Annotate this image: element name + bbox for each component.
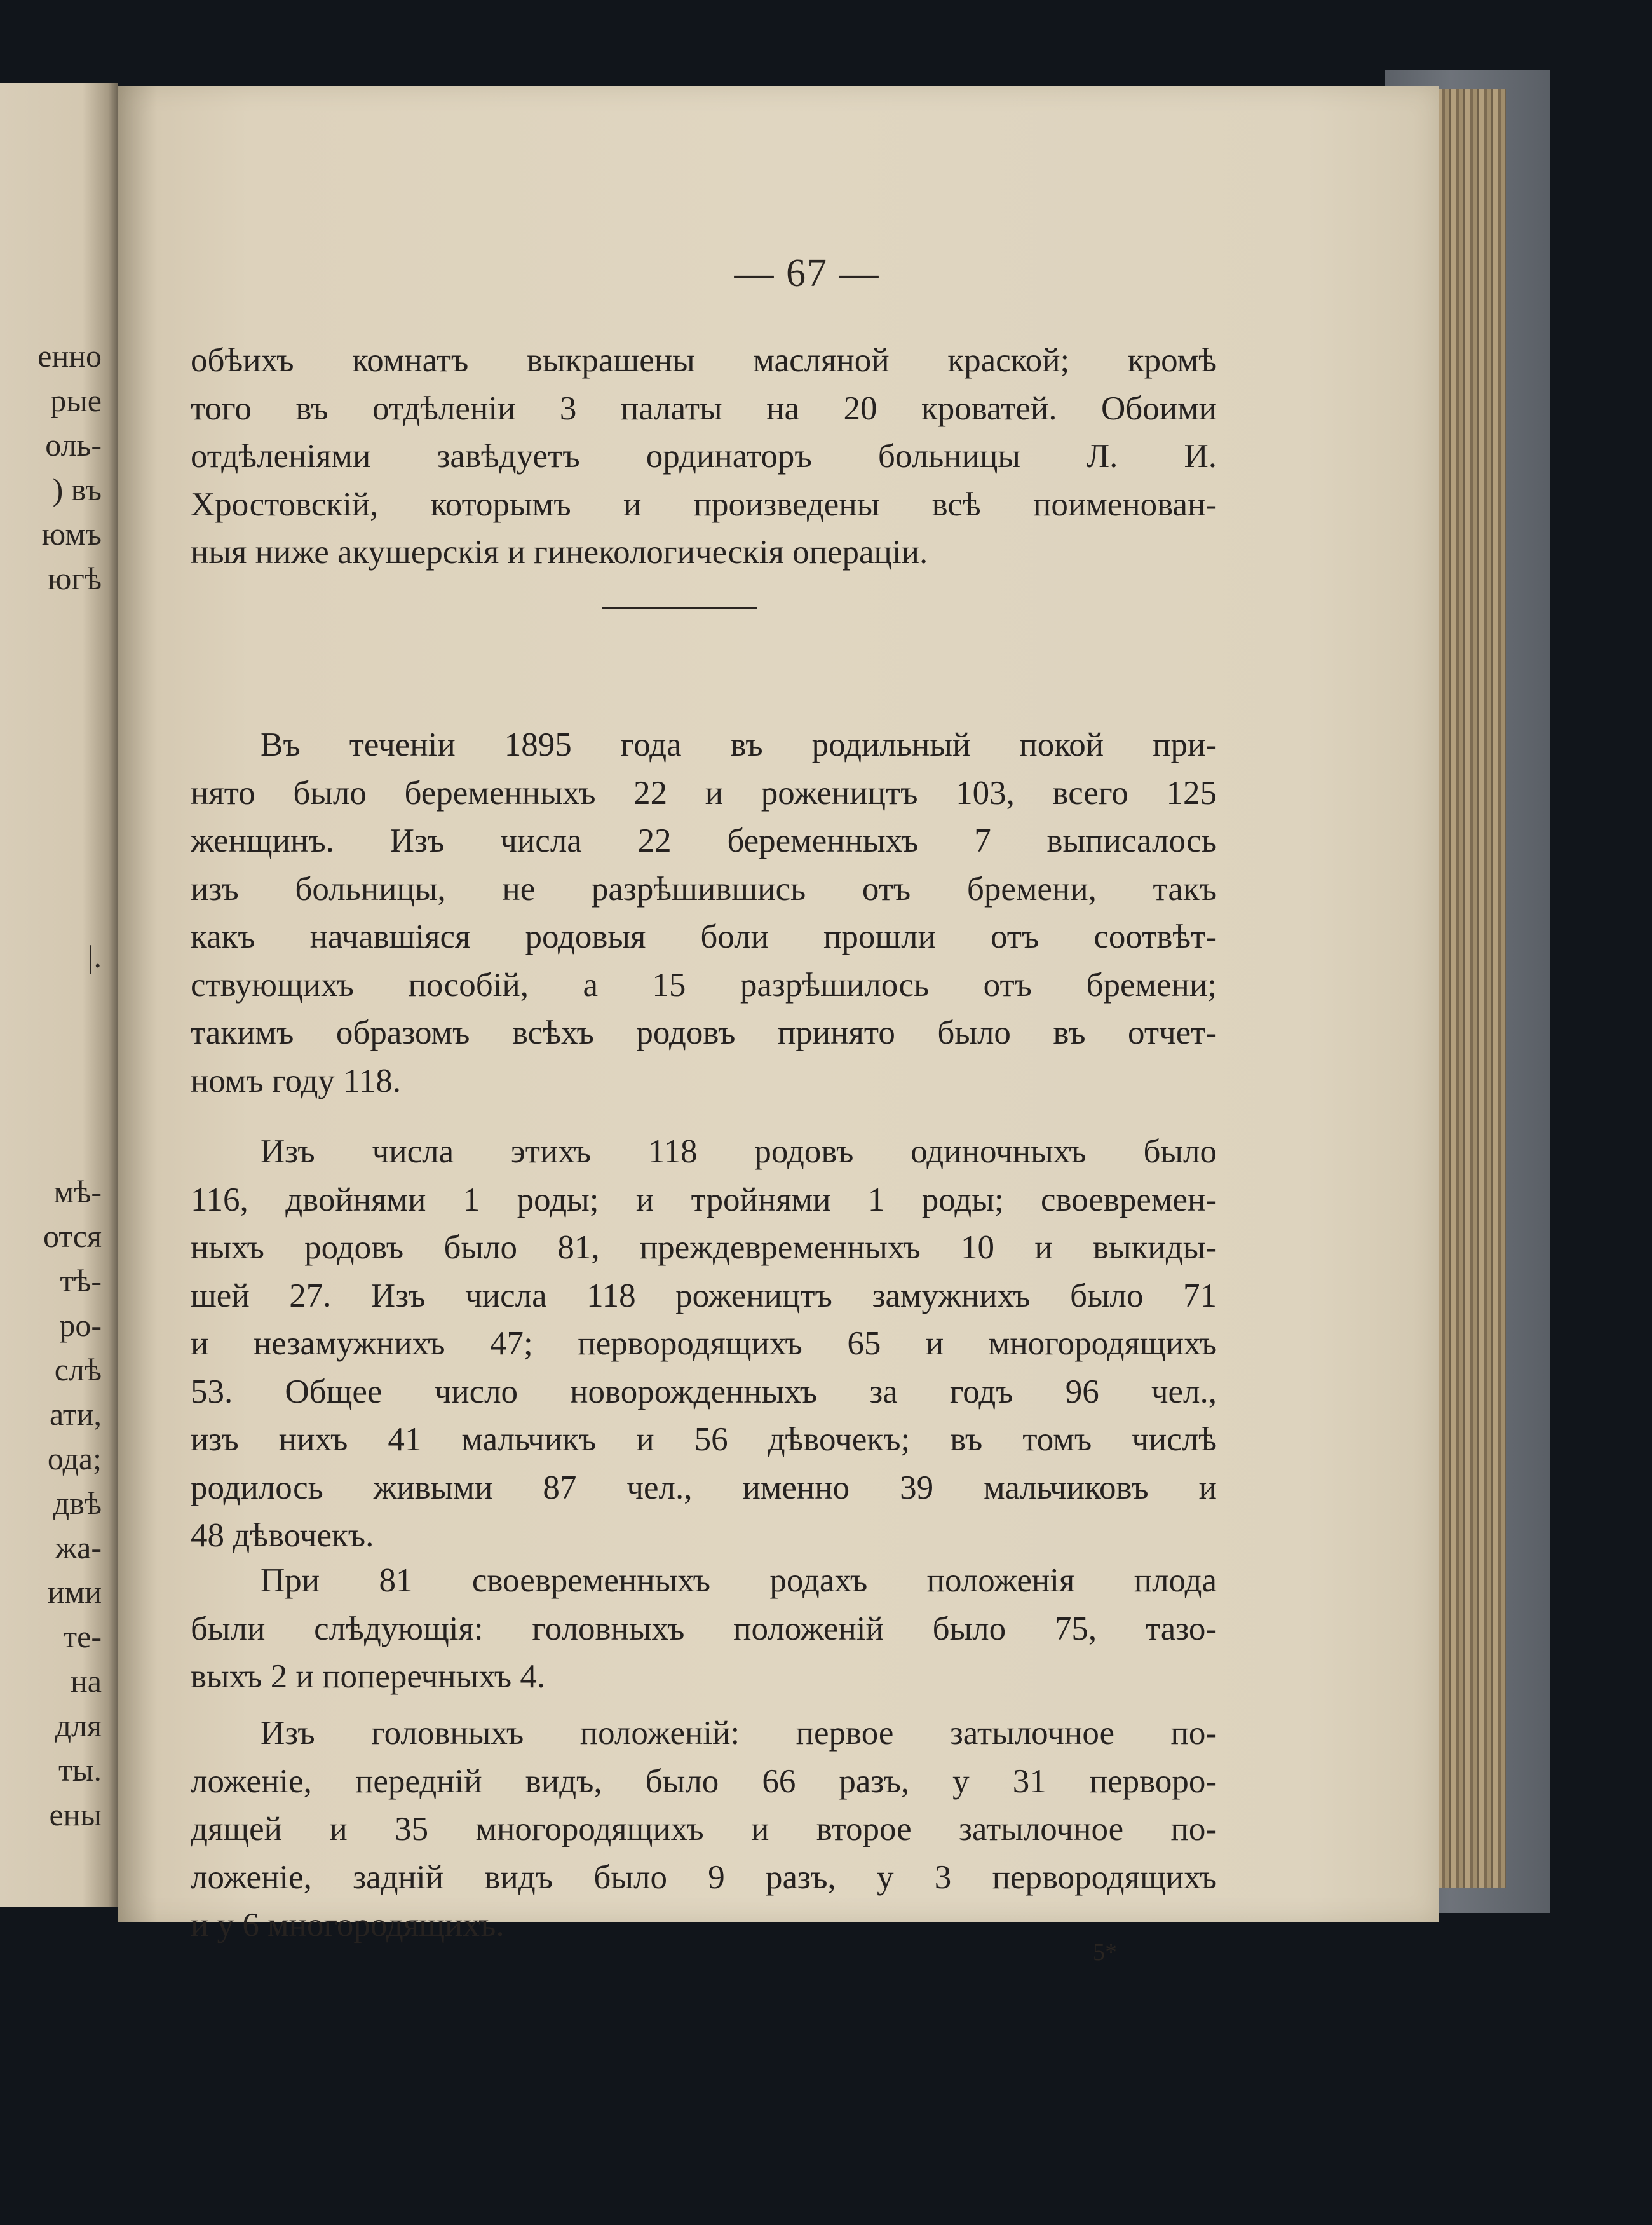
left-page-text-fragment: енно (37, 338, 102, 374)
text-line: нято было беременныхъ 22 и рожеництъ 103, всего 125 (191, 774, 1217, 812)
left-page-text-fragment: для (55, 1708, 102, 1743)
text-line: выхъ 2 и поперечныхъ 4. (191, 1658, 546, 1695)
text-line: женщинъ. Изъ числа 22 беременныхъ 7 выписалось (191, 822, 1217, 859)
text-line: изъ нихъ 41 мальчикъ и 56 дѣвочекъ; въ томъ числѣ (191, 1421, 1217, 1458)
paragraph-continuation (191, 337, 1217, 577)
paragraph-head-positions (191, 1710, 1217, 1950)
text-line: были слѣдующія: головныхъ положеній было 75, тазо- (191, 1610, 1217, 1647)
section-divider (602, 607, 757, 609)
left-page-text-fragment: |. (87, 939, 102, 974)
text-line: ныхъ родовъ было 81, преждевременныхъ 10 и выкиды- (191, 1229, 1217, 1266)
text-line: 48 дѣвочекъ. (191, 1517, 374, 1554)
text-line: и у 6 многородящихъ. (191, 1907, 504, 1943)
text-line: 53. Общее число новорожденныхъ за годъ 96 чел., (191, 1373, 1217, 1410)
left-page-text-fragment: ими (47, 1574, 102, 1610)
left-page-text-fragment: двѣ (53, 1485, 102, 1521)
left-page-text-fragment: мѣ- (53, 1174, 102, 1209)
text-line: номъ году 118. (191, 1062, 401, 1099)
text-line: того въ отдѣленіи 3 палаты на 20 кроватей. Обоими (191, 390, 1217, 427)
text-line: ложеніе, задній видъ было 9 разъ, у 3 первородящихъ (191, 1858, 1217, 1896)
left-page-text-fragment: ати, (49, 1396, 102, 1432)
left-page-text-fragment: югѣ (47, 561, 102, 596)
left-page-text-fragment: те- (63, 1619, 102, 1654)
paragraph-births-count (191, 1128, 1217, 1560)
text-line: 116, двойнями 1 роды; и тройнями 1 роды; своевремен- (191, 1181, 1217, 1218)
left-page-text-fragment: слѣ (54, 1352, 102, 1387)
paragraph-fetal-positions (191, 1557, 1217, 1701)
text-line: ствующихъ пособій, а 15 разрѣшилось отъ бремени; (191, 966, 1217, 1004)
left-page-text-fragment: тѣ- (60, 1263, 102, 1298)
paragraph-1895-admissions (191, 721, 1217, 1105)
signature-mark: 5* (1093, 1939, 1117, 1966)
text-line: дящей и 35 многородящихъ и второе затылочное по- (191, 1811, 1217, 1847)
left-page-text-fragment: ) въ (52, 472, 102, 507)
left-page-text-fragment: отся (43, 1218, 102, 1254)
left-facing-page (0, 83, 118, 1907)
left-page-text-fragment: ты. (58, 1752, 102, 1788)
text-line: ныя ниже акушерскія и гинекологическія операціи. (191, 534, 928, 571)
left-page-text-fragment: ода; (47, 1441, 102, 1476)
text-line: Хростовскій, которымъ и произведены всѣ поименован- (191, 486, 1217, 523)
text-line: изъ больницы, не разрѣшившись отъ бремени, такъ (191, 870, 1217, 908)
text-line: родилось живыми 87 чел., именно 39 мальчиковъ и (191, 1469, 1217, 1506)
left-page-text-fragment: ены (49, 1797, 102, 1832)
text-line: Въ теченіи 1895 года въ родильный покой при- (261, 726, 1217, 763)
page-number: — 67 — (734, 252, 880, 295)
text-line: При 81 своевременныхъ родахъ положенія плода (261, 1562, 1217, 1599)
text-line: Изъ головныхъ положеній: первое затылочное по- (261, 1715, 1217, 1752)
text-line: ложеніе, передній видъ, было 66 разъ, у 31 перворо- (191, 1762, 1217, 1800)
text-line: Изъ числа этихъ 118 родовъ одиночныхъ было (261, 1133, 1217, 1170)
left-page-text-fragment: жа- (55, 1530, 102, 1565)
text-line: отдѣленіями завѣдуетъ ординаторъ больницы Л. И. (191, 438, 1217, 475)
left-page-text-fragment: ро- (59, 1307, 102, 1343)
text-line: и незамужнихъ 47; первородящихъ 65 и многородящихъ (191, 1325, 1217, 1362)
left-page-text-fragment: оль- (45, 427, 102, 463)
text-line: шей 27. Изъ числа 118 рожеництъ замужнихъ было 71 (191, 1277, 1217, 1314)
left-page-text-fragment: на (71, 1663, 102, 1699)
left-page-text-fragment: рые (50, 383, 102, 418)
text-line: обѣихъ комнатъ выкрашены масляной краской; кромѣ (191, 342, 1217, 379)
book-page (118, 86, 1439, 1966)
text-line: такимъ образомъ всѣхъ родовъ принято было въ отчет- (191, 1014, 1217, 1051)
text-line: какъ начавшіяся родовыя боли прошли отъ соотвѣт- (191, 918, 1217, 955)
left-page-text-fragment: юмъ (41, 516, 102, 552)
